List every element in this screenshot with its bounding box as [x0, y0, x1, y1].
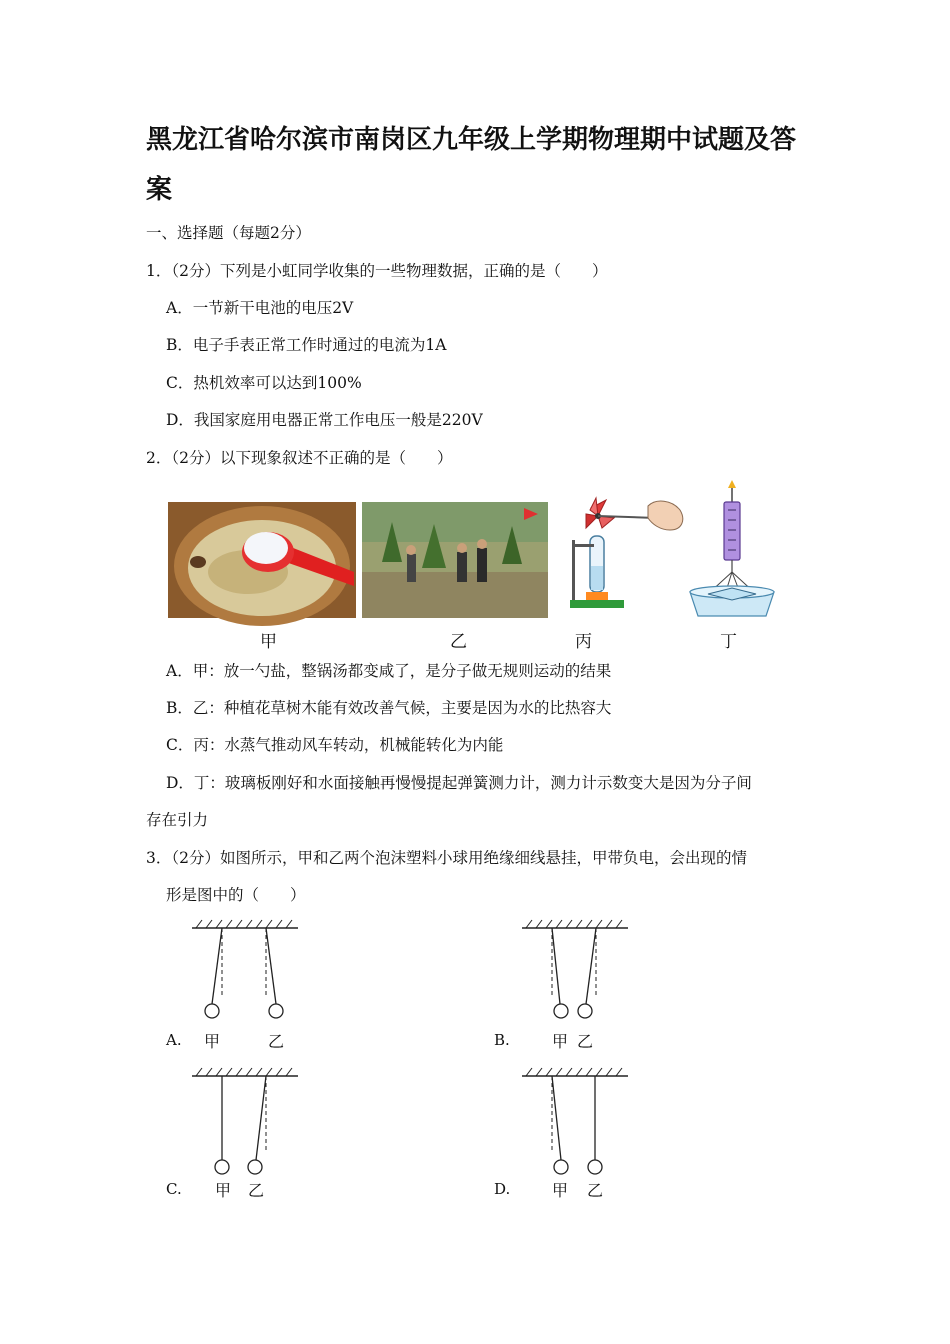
q3-b-ball-jia: 甲	[552, 1032, 569, 1051]
q3-a-ball-jia: 甲	[204, 1032, 221, 1051]
q3-option-a-label: A.	[166, 1031, 182, 1049]
pendulum-diagram-b	[520, 918, 632, 1026]
q2-option-d-line1: D．丁：玻璃板刚好和水面接触再慢慢提起弹簧测力计，测力计示数变大是因为分子间	[166, 774, 752, 792]
q2-option-c: C．丙：水蒸气推动风车转动，机械能转化为内能	[166, 736, 504, 754]
pendulum-diagram-d	[520, 1066, 632, 1178]
figure-label-jia: 甲	[260, 632, 277, 652]
q3-c-ball-jia: 甲	[215, 1181, 232, 1200]
q1-option-d: D．我国家庭用电器正常工作电压一般是220V	[166, 411, 483, 429]
q1-option-b: B．电子手表正常工作时通过的电流为1A	[166, 336, 447, 354]
steam-pinwheel-drawing	[556, 488, 690, 618]
q2-option-b: B．乙：种植花草树木能有效改善气候，主要是因为水的比热容大	[166, 699, 612, 717]
pendulum-diagram-a	[190, 918, 302, 1026]
q2-option-a: A．甲：放一勺盐，整锅汤都变咸了，是分子做无规则运动的结果	[166, 662, 612, 680]
soup-salt-photo	[168, 502, 356, 618]
tree-planting-photo	[362, 502, 548, 618]
section-heading: 一、选择题（每题2分）	[146, 224, 311, 242]
q3-option-b-label: B.	[494, 1031, 510, 1049]
q3-option-c-label: C.	[166, 1180, 182, 1198]
document-title-line1: 黑龙江省哈尔滨市南岗区九年级上学期物理期中试题及答	[146, 125, 797, 155]
q3-stem-line2: 形是图中的（ ）	[166, 886, 306, 904]
document-title-line2: 案	[146, 175, 173, 205]
q2-stem: 2．（2分）以下现象叙述不正确的是（ ）	[146, 449, 453, 467]
figure-label-bing: 丙	[575, 632, 592, 652]
q3-option-d-label: D.	[494, 1180, 511, 1198]
q3-d-ball-jia: 甲	[552, 1181, 569, 1200]
q3-a-ball-yi: 乙	[268, 1032, 285, 1051]
q1-stem: 1．（2分）下列是小虹同学收集的一些物理数据，正确的是（ ）	[146, 262, 608, 280]
q3-stem-line1: 3．（2分）如图所示，甲和乙两个泡沫塑料小球用绝缘细线悬挂，甲带负电，会出现的情	[146, 849, 747, 867]
q3-b-ball-yi: 乙	[577, 1032, 594, 1051]
q3-d-ball-yi: 乙	[587, 1181, 604, 1200]
q1-option-a: A．一节新干电池的电压2V	[166, 299, 354, 317]
q3-c-ball-yi: 乙	[248, 1181, 265, 1200]
pendulum-diagram-c	[190, 1066, 302, 1178]
spring-balance-drawing	[686, 480, 780, 620]
q2-option-d-line2: 存在引力	[146, 811, 209, 829]
q1-option-c: C．热机效率可以达到100%	[166, 374, 362, 392]
figure-label-yi: 乙	[450, 632, 467, 652]
figure-label-ding: 丁	[720, 632, 737, 652]
